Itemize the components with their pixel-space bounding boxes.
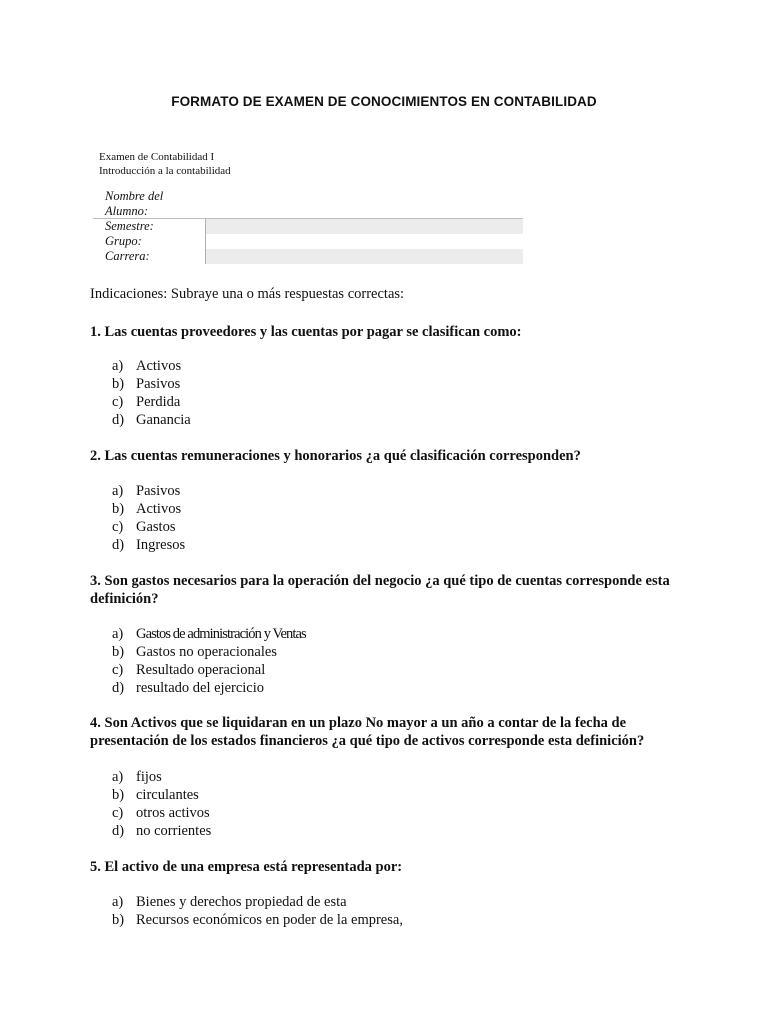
option-letter: d) <box>112 680 125 696</box>
semester-label: Semestre: <box>105 219 154 233</box>
option-item[interactable] <box>112 375 191 393</box>
student-name-label-line2: Alumno: <box>105 204 149 218</box>
option-item[interactable] <box>112 518 185 536</box>
option-letter: c) <box>112 662 124 678</box>
option-text: Ingresos <box>136 537 186 553</box>
career-row <box>93 249 523 264</box>
option-item[interactable] <box>112 661 306 679</box>
student-name-label-line1: Nombre del <box>105 189 164 203</box>
option-text: otros activos <box>136 805 210 821</box>
question-2: 2. Las cuentas remuneraciones y honorarios ¿a qué clasificación corresponden? <box>90 448 581 464</box>
option-text: Pasivos <box>136 376 181 392</box>
option-item[interactable] <box>112 643 306 661</box>
exam-subject: Examen de Contabilidad I <box>99 151 215 163</box>
group-field[interactable] <box>205 234 523 249</box>
question-3-options <box>112 625 306 697</box>
option-text: Gastos de administración y Ventas <box>136 626 306 642</box>
option-item[interactable] <box>112 411 191 429</box>
option-letter: b) <box>112 501 125 517</box>
option-letter: d) <box>112 412 125 428</box>
option-item[interactable] <box>112 393 191 411</box>
option-text: fijos <box>136 769 162 785</box>
option-item[interactable] <box>112 536 185 554</box>
option-item[interactable] <box>112 500 185 518</box>
option-text: Perdida <box>136 394 181 410</box>
option-item[interactable] <box>112 911 403 929</box>
option-text: no corrientes <box>136 823 212 839</box>
option-letter: d) <box>112 823 125 839</box>
option-letter: c) <box>112 394 124 410</box>
group-label: Grupo: <box>105 234 142 248</box>
option-item[interactable] <box>112 893 403 911</box>
option-item[interactable] <box>112 822 211 840</box>
question-1: 1. Las cuentas proveedores y las cuentas por pagar se clasifican como: <box>90 324 522 340</box>
option-text: resultado del ejercicio <box>136 680 265 696</box>
option-text: Recursos económicos en poder de la empresa, <box>136 912 403 928</box>
option-letter: b) <box>112 912 125 928</box>
career-field[interactable] <box>205 249 523 264</box>
option-item[interactable] <box>112 768 211 786</box>
question-3: 3. Son gastos necesarios para la operación del negocio ¿a qué tipo de cuentas corresponde esta definición? <box>90 573 670 607</box>
option-text: Resultado operacional <box>136 662 266 678</box>
option-letter: a) <box>112 894 124 910</box>
option-letter: a) <box>112 769 124 785</box>
student-name-label <box>93 188 193 218</box>
option-letter: a) <box>112 483 124 499</box>
option-item[interactable] <box>112 679 306 697</box>
option-letter: b) <box>112 644 125 660</box>
career-label: Carrera: <box>105 249 150 263</box>
option-text: Gastos no operacionales <box>136 644 277 660</box>
option-item[interactable] <box>112 625 306 643</box>
option-text: Gastos <box>136 519 176 535</box>
option-letter: b) <box>112 376 125 392</box>
option-text: Activos <box>136 358 182 374</box>
option-text: Pasivos <box>136 483 181 499</box>
option-item[interactable] <box>112 786 211 804</box>
exam-topic: Introducción a la contabilidad <box>99 165 231 177</box>
option-item[interactable] <box>112 357 191 375</box>
option-item[interactable] <box>112 804 211 822</box>
instructions: Indicaciones: Subraye una o más respuestas correctas: <box>90 286 405 302</box>
question-2-options <box>112 482 185 554</box>
page-title: FORMATO DE EXAMEN DE CONOCIMIENTOS EN CONTABILIDAD <box>171 94 597 109</box>
option-text: Activos <box>136 501 182 517</box>
semester-field[interactable] <box>205 219 523 234</box>
exam-header <box>99 150 231 178</box>
question-4: 4. Son Activos que se liquidaran en un plazo No mayor a un año a contar de la fecha de presentación de los estados financieros ¿a qué tipo de activos corresponde esta definición? <box>90 715 645 749</box>
question-5: 5. El activo de una empresa está representada por: <box>90 859 403 875</box>
option-letter: c) <box>112 805 124 821</box>
group-row <box>93 234 523 249</box>
option-item[interactable] <box>112 482 185 500</box>
option-letter: c) <box>112 519 124 535</box>
option-text: circulantes <box>136 787 199 803</box>
question-5-options <box>112 893 403 929</box>
student-info-form <box>93 188 523 264</box>
question-1-options <box>112 357 191 429</box>
option-letter: a) <box>112 626 124 642</box>
option-letter: d) <box>112 537 125 553</box>
question-4-options <box>112 768 211 840</box>
option-letter: b) <box>112 787 125 803</box>
option-text: Ganancia <box>136 412 191 428</box>
student-name-row <box>93 188 523 219</box>
semester-row <box>93 219 523 234</box>
option-text: Bienes y derechos propiedad de esta <box>136 894 347 910</box>
option-letter: a) <box>112 358 124 374</box>
